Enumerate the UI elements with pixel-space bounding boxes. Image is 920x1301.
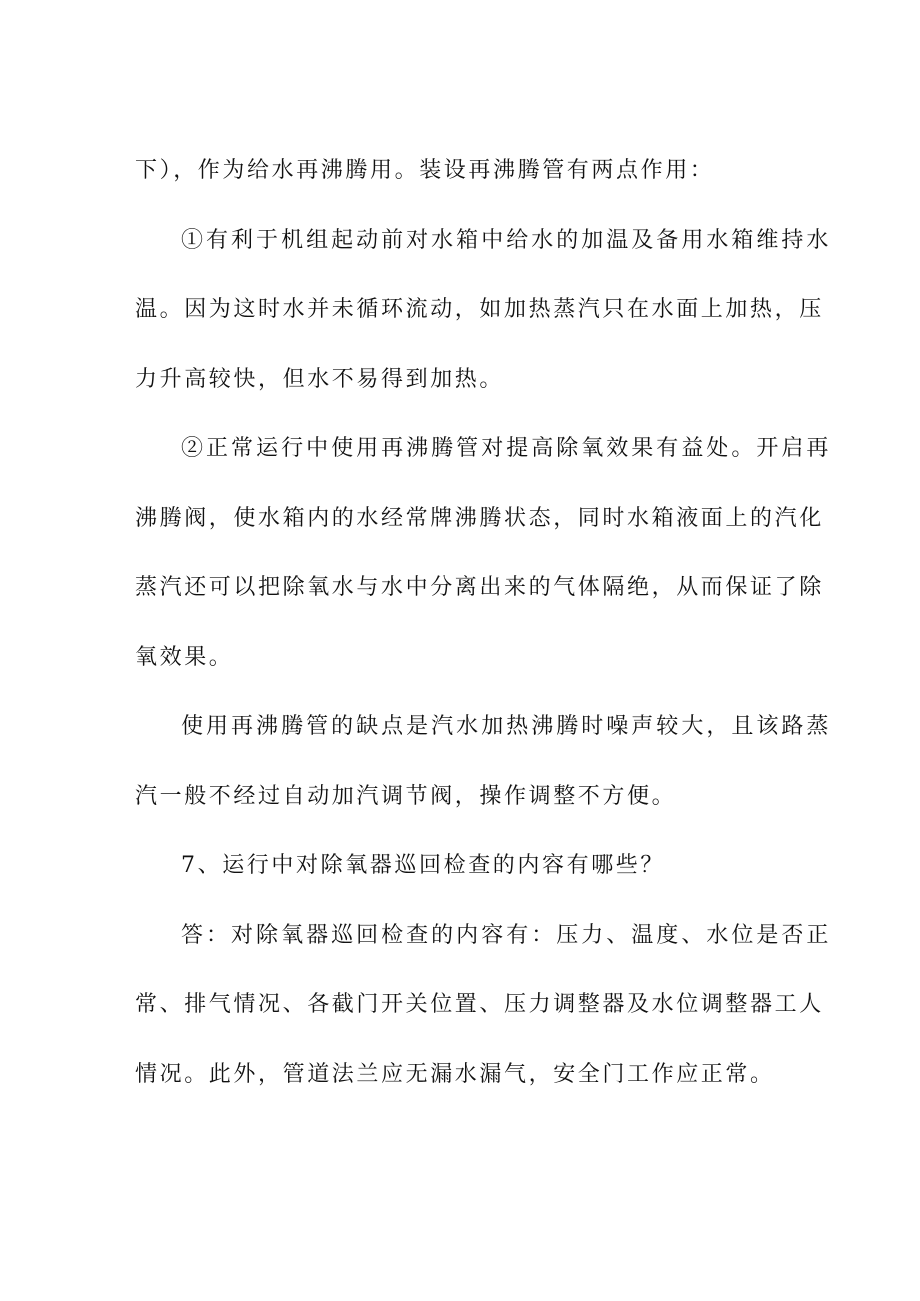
answer-line-cont: 常、排气情况、各截门开关位置、压力调整器及水位调整器工人 <box>135 992 824 1017</box>
text-line-drawback-start: 使用再沸腾管的缺点是汽水加热沸腾时噪声较大，且该路蒸 <box>181 714 831 739</box>
text-line-item-2-cont-2: 蒸汽还可以把除氧水与水中分离出来的气体隔绝，从而保证了除 <box>135 575 824 600</box>
text-line-item-1-end: 力升高较快，但水不易得到加热。 <box>135 366 505 392</box>
text-line-item-2-start: ②正常运行中使用再沸腾管对提高除氧效果有益处。开启再 <box>181 436 831 461</box>
text-line-item-1-cont: 温。因为这时水并未循环流动，如加热蒸汽只在水面上加热，压 <box>135 297 824 322</box>
text-line-item-2-cont: 沸腾阀，使水箱内的水经常牌沸腾状态，同时水箱液面上的汽化 <box>135 505 824 531</box>
text-line-item-2-end: 氧效果。 <box>135 644 234 670</box>
text-line-drawback-end: 汽一般不经过自动加汽调节阀，操作调整不方便。 <box>135 783 677 809</box>
document-body <box>135 146 831 1119</box>
question-heading: 7、运行中对除氧器巡回检查的内容有哪些？ <box>181 853 665 878</box>
text-line-continuation: 下），作为给水再沸腾用。装设再沸腾管有两点作用： <box>135 158 715 183</box>
answer-line-end: 情况。此外，管道法兰应无漏水漏气，安全门工作应正常。 <box>135 1061 775 1087</box>
text-line-item-1-start: ①有利于机组起动前对水箱中给水的加温及备用水箱维持水 <box>181 227 831 253</box>
answer-line-start: 答：对除氧器巡回检查的内容有：压力、温度、水位是否正 <box>181 922 831 948</box>
